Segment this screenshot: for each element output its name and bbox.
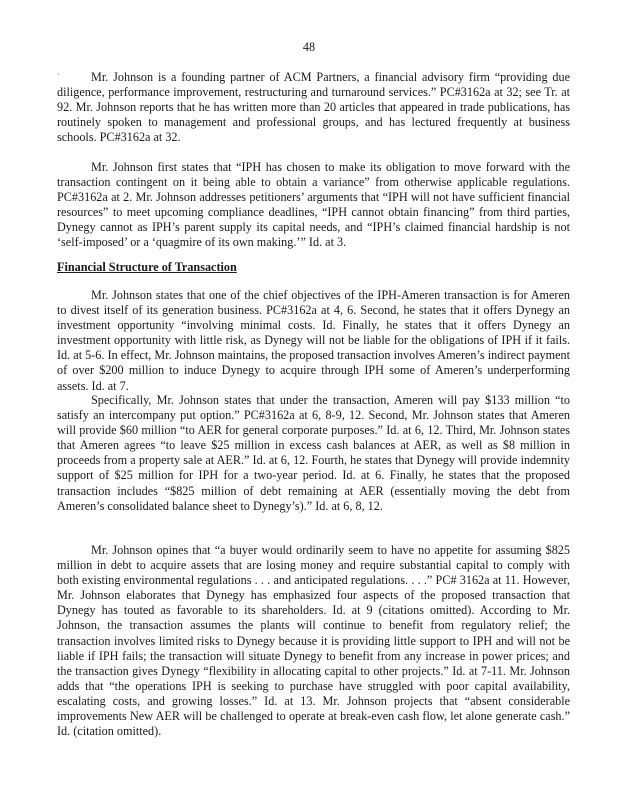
paragraph-variance-contingency: Mr. Johnson first states that “IPH has chosen to make its obligation to move forward with the transaction contingent on it being able to obtain a variance” from otherwise applicable regulations. PC#3162a at 2. Mr. Johnson addresses petitioners’ arguments that “IPH will not have sufficient financial resources” to meet upcoming compliance deadlines, “IPH cannot obtain financing” from third parties, Dynegy cannot as IPH’s parent supply its capital needs, and “IPH’s claimed financial hardship is not ‘self-imposed’ or a ‘quagmire of its own making.’” Id. at 3. [57, 160, 570, 250]
section-heading: Financial Structure of Transaction [57, 260, 237, 274]
stray-mark: · [57, 70, 60, 79]
page-number: 48 [302, 40, 316, 54]
paragraph-chief-objectives: Mr. Johnson states that one of the chief objectives of the IPH-Ameren transaction is for Ameren to divest itself of its generation business. PC#3162a at 4, 6. Second, he states that it offers Dynegy an investment opportunity “involving minimal costs. Id. Finally, he states that it offers Dynegy an investment opportunity with little risk, as Dynegy will not be liable for the obligations of IPH if it fails. Id. at 5-6. In effect, Mr. Johnson maintains, the proposed transaction involves Ameren’s indirect payment of over $200 million to induce Dynegy to acquire through IPH some of Ameren’s underperforming assets. Id. at 7. [57, 288, 570, 393]
paragraph-qualifications: Mr. Johnson is a founding partner of ACM Partners, a financial advisory firm “providing due diligence, performance improvement, restructuring and turnaround services.” PC#3162a at 32; see Tr. at 92. Mr. Johnson reports that he has written more than 20 articles that appeared in trade publications, has routinely spoken to management and professional groups, and has lectured frequently at business schools. PC#3162a at 32. [57, 70, 570, 145]
paragraph-buyer-appetite: Mr. Johnson opines that “a buyer would ordinarily seem to have no appetite for assuming $825 million in debt to acquire assets that are losing money and require substantial capital to comply with both existing environmental regulations . . . and anticipated regulations. . . .” PC# 3162a at 11. However, Mr. Johnson elaborates that Dynegy has emphasized four aspects of the proposed transaction that Dynegy has touted as favorable to its shareholders. Id. at 9 (citations omitted). According to Mr. Johnson, the transaction assumes the plants will continue to benefit from regulatory relief; the transaction involves limited risks to Dynegy because it is providing little support to IPH and will not be liable if IPH fails; the transaction will situate Dynegy to benefit from any increase in power prices; and the transaction gives Dynegy “flexibility in allocating capital to other projects.” Id. at 7-11. Mr. Johnson adds that “the operations IPH is seeking to purchase have struggled with poor capital availability, escalating costs, and growing losses.” Id. at 13. Mr. Johnson projects that “absent considerable improvements New AER will be challenged to operate at break-even cash flow, let alone generate cash.” Id. (citation omitted). [57, 543, 570, 739]
paragraph-transaction-terms: Specifically, Mr. Johnson states that under the transaction, Ameren will pay $133 million “to satisfy an intercompany put option.” PC#3162a at 6, 8-9, 12. Second, Mr. Johnson states that Ameren will provide $60 million “to AER for general corporate purposes.” Id. at 6, 12. Third, Mr. Johnson states that Ameren agrees “to leave $25 million in excess cash balances at AER, as well as $8 million in proceeds from a property sale at AER.” Id. at 6, 12. Fourth, he states that Dynegy will provide indemnity support of $25 million for IPH for a two-year period. Id. at 6. Finally, he states that the proposed transaction includes “$825 million of debt remaining at AER (essentially moving the debt from Ameren’s consolidated balance sheet to Dynegy’s).” Id. at 6, 8, 12. [57, 393, 570, 513]
